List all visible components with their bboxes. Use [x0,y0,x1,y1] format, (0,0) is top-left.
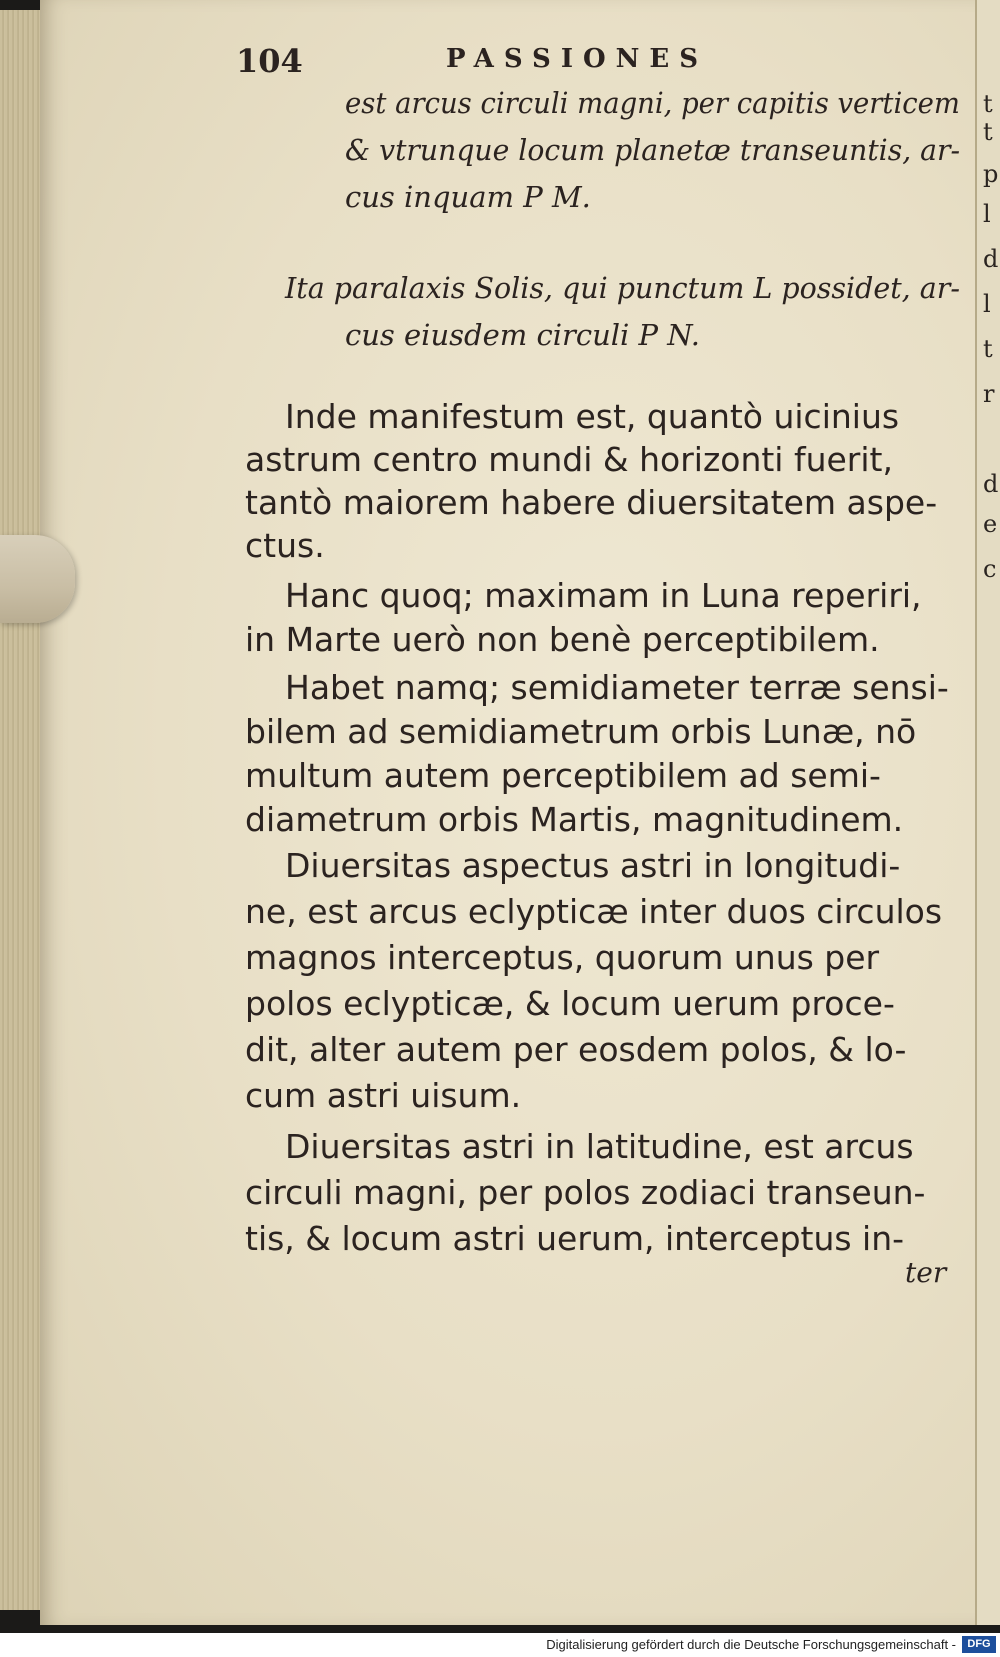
text-line: bilem ad semidiametrum orbis Lunæ, nō [245,712,917,751]
text-line: cus inquam P M. [345,180,591,214]
digitization-footer [0,1633,1000,1657]
text-line: Hanc quoq; maximam in Luna reperiri, [285,576,922,615]
page-number: 104 [236,42,303,80]
text-line: cus eiusdem circuli P N. [345,318,700,352]
running-head: PASSIONES [446,44,708,74]
text-line: magnos interceptus, quorum unus per [245,938,880,977]
text-line: tantò maiorem habere diuersitatem aspe- [245,483,938,522]
text-line: diametrum orbis Martis, magnitudinem. [245,800,904,839]
dfg-logo[interactable]: DFG [962,1636,996,1653]
text-line: dit, alter autem per eosdem polos, & lo- [245,1030,907,1069]
text-line: Diuersitas astri in latitudine, est arcus [285,1127,914,1166]
text-line: Ita paralaxis Solis, qui punctum L possidet, ar- [285,271,961,305]
text-line: Habet namq; semidiameter terræ sensi- [285,668,949,707]
text-line: Inde manifestum est, quantò uicinius [285,397,900,436]
catchword: ter [905,1256,947,1289]
text-line: multum autem perceptibilem ad semi- [245,756,881,795]
text-line: ctus. [245,526,325,565]
text-line: Diuersitas aspectus astri in longitudi- [285,846,901,885]
text-line: polos eclypticæ, & locum uerum proce- [245,984,895,1023]
text-line: astrum centro mundi & horizonti fuerit, [245,440,893,479]
text-line: circuli magni, per polos zodiaci transeun- [245,1173,926,1212]
text-line: ne, est arcus eclypticæ inter duos circulos [245,892,943,931]
page-header [236,42,756,82]
text-line: & vtrunque locum planetæ transeuntis, ar- [345,133,961,167]
text-line: in Marte uerò non benè perceptibilem. [245,620,880,659]
page-holder-finger [0,535,75,623]
footer-credit: Digitalisierung gefördert durch die Deutsche Forschungsgemeinschaft - [546,1637,956,1652]
text-line: cum astri uisum. [245,1076,522,1115]
text-line: est arcus circuli magni, per capitis verticem [345,86,960,120]
text-line: tis, & locum astri uerum, interceptus in- [245,1219,905,1258]
facing-page-edge: t t p l d l t r d e c [975,0,1000,1625]
